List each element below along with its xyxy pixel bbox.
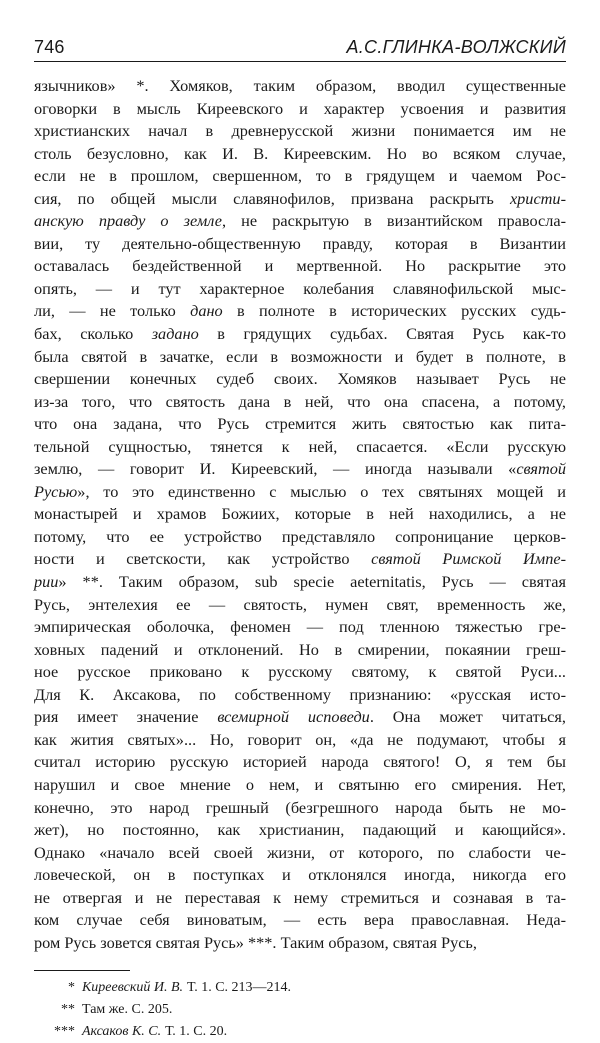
text-line: [34, 458, 566, 481]
text-run: ром Русь зовется святая Русь» ***. Таким образом, святая Русь,: [34, 932, 477, 952]
book-page: [34, 30, 566, 1043]
text-run: если не в прошлом, свершенном, то в грядущем и чаемом Рос-: [34, 166, 566, 186]
text-run: Русь, энтелехия ее — святость, нумен свят, временность же,: [34, 594, 566, 614]
text-line: [34, 368, 566, 391]
text-line: [34, 842, 566, 865]
text-run: бах, сколько: [34, 324, 152, 344]
text-run: Однако «начало всей своей жизни, от которого, по слабости че-: [34, 842, 566, 862]
text-line: [34, 526, 566, 549]
text-line: [34, 864, 566, 887]
italic-text: всемирной исповеди: [217, 707, 370, 727]
text-run: тельной сущностью, тянется к ней, спасается. «Если русскую: [34, 436, 566, 456]
text-run: столь безусловно, как И. В. Киреевским. Но во всяком случае,: [34, 143, 566, 163]
text-line: [34, 188, 566, 211]
footnote-reference: Т. 1. С. 213—214.: [187, 980, 292, 996]
text-run: конечно, это народ грешный (безгрешного народа быть не мо-: [34, 797, 566, 817]
footnotes: [34, 977, 566, 1043]
text-run: считал историю русскую историей народа святого! О, я тем бы: [34, 752, 566, 772]
text-line: [34, 75, 566, 98]
footnote-author: Киреевский И. В.: [82, 980, 184, 996]
footnote-author: Аксаков К. С.: [82, 1024, 162, 1040]
page-number: 746: [34, 37, 65, 57]
text-run: , не раскрытую в византийском правосла-: [221, 211, 567, 231]
text-run: оговорки в мысль Киреевского и характер усвоения и развития: [34, 98, 566, 118]
text-line: [34, 684, 566, 707]
text-run: христианских начал в древнерусской жизни понимается им не: [34, 121, 566, 141]
text-run: как жития святых»... Но, говорит он, «да не подумают, чтобы я: [34, 729, 566, 749]
text-run: ком случае себя виноватым, — есть вера православная. Неда-: [34, 910, 566, 930]
text-line: [34, 255, 566, 278]
text-line: [34, 639, 566, 662]
text-run: опять, — и тут характерное колебания славянофильской мыс-: [34, 278, 566, 298]
text-run: монастырей и храмов Божиих, которые в ней находились, а не: [34, 504, 566, 524]
text-line: [34, 233, 566, 256]
footnote: [34, 999, 566, 1021]
text-run: была святой в зачатке, если в возможности и будет в полноте, в: [34, 346, 566, 366]
footnote-mark: ***: [54, 1024, 75, 1040]
text-line: [34, 210, 566, 233]
text-line: [34, 436, 566, 459]
text-run: жет), но постоянно, как христианин, падающий и кающийся».: [34, 820, 566, 840]
text-run: ловеческой, он в поступках и отклонялся иногда, никогда его: [34, 865, 566, 885]
text-run: оставалась бездейственной и мертвенной. Но раскрытие это: [34, 256, 566, 276]
text-line: [34, 391, 566, 414]
footnote-divider: [34, 970, 130, 971]
text-run: ное русское приковано к русскому святому, к святой Руси...: [34, 662, 566, 682]
footnote-mark: *: [68, 980, 75, 996]
text-line: [34, 300, 566, 323]
text-line: [34, 706, 566, 729]
text-line: [34, 932, 566, 955]
footnote-reference: Т. 1. С. 20.: [165, 1024, 228, 1040]
text-run: в полноте в исторических русских судь-: [222, 301, 566, 321]
text-run: не отвергая и не переставая к нему стремиться и сознавая в та-: [34, 887, 566, 907]
text-line: [34, 729, 566, 752]
italic-text: задано: [151, 324, 199, 344]
text-run: Для К. Аксакова, по собственному признанию: «русская исто-: [34, 684, 566, 704]
text-line: [34, 887, 566, 910]
text-line: [34, 909, 566, 932]
text-line: [34, 797, 566, 820]
text-run: из-за того, что святость дана в ней, что она спасена, а потому,: [34, 391, 566, 411]
text-line: [34, 548, 566, 571]
text-line: [34, 143, 566, 166]
text-run: эмпирическая оболочка, феномен — под тленною тяжестью гре-: [34, 617, 566, 637]
text-run: ховных падений и отклонений. Но в смирении, покаянии греш-: [34, 639, 566, 659]
text-line: [34, 323, 566, 346]
italic-text: святой Римской Импе-: [371, 549, 566, 569]
text-run: вии, ту деятельно-общественную правду, которая в Византии: [34, 233, 566, 253]
text-run: в грядущих судьбах. Святая Русь как-то: [198, 324, 567, 344]
body-text: [34, 75, 566, 954]
italic-text: дано: [190, 301, 223, 321]
text-line: [34, 346, 566, 369]
text-run: рия имеет значение: [34, 707, 218, 727]
text-run: свершении конечных судеб своих. Хомяков называет Русь не: [34, 369, 566, 389]
text-line: [34, 481, 566, 504]
text-line: [34, 751, 566, 774]
text-run: », то это единственно с мыслью о тех святынях мощей и: [77, 481, 566, 501]
text-line: [34, 503, 566, 526]
text-line: [34, 98, 566, 121]
text-line: [34, 571, 566, 594]
text-line: [34, 165, 566, 188]
text-run: нарушил и свое мнение о нем, и святыню его смирения. Нет,: [34, 774, 566, 794]
footnote-mark: **: [61, 1002, 75, 1018]
text-line: [34, 661, 566, 684]
italic-text: анскую правду о земле: [34, 211, 222, 231]
text-run: ности и светскости, как устройство: [34, 549, 372, 569]
text-line: [34, 120, 566, 143]
text-run: сия, по общей мысли славянофилов, призвана раскрыть: [34, 188, 510, 208]
text-line: [34, 278, 566, 301]
text-run: потому, что ее устройство представляло сопроницание церков-: [34, 526, 566, 546]
page-header: [34, 30, 566, 62]
italic-text: святой: [516, 459, 566, 479]
text-run: . Она может читаться,: [369, 707, 566, 727]
italic-text: христи-: [509, 188, 566, 208]
footnote: [34, 1021, 566, 1043]
running-head: А.С.ГЛИНКА-ВОЛЖСКИЙ: [346, 37, 566, 57]
footnote-reference: Там же. С. 205.: [82, 1002, 173, 1018]
footnote: [34, 977, 566, 999]
text-line: [34, 774, 566, 797]
text-line: [34, 413, 566, 436]
italic-text: Русью: [34, 481, 78, 501]
text-run: » **. Таким образом, sub specie aeternitatis, Русь — святая: [58, 572, 566, 592]
text-line: [34, 819, 566, 842]
text-run: что она задана, что Русь стремится жить святостью как пита-: [34, 414, 566, 434]
text-run: ли, — не только: [34, 301, 191, 321]
text-line: [34, 594, 566, 617]
text-run: землю, — говорит И. Киреевский, — иногда называли «: [34, 459, 517, 479]
italic-text: рии: [34, 572, 59, 592]
text-run: язычников» *. Хомяков, таким образом, вводил существенные: [34, 76, 566, 95]
text-line: [34, 616, 566, 639]
